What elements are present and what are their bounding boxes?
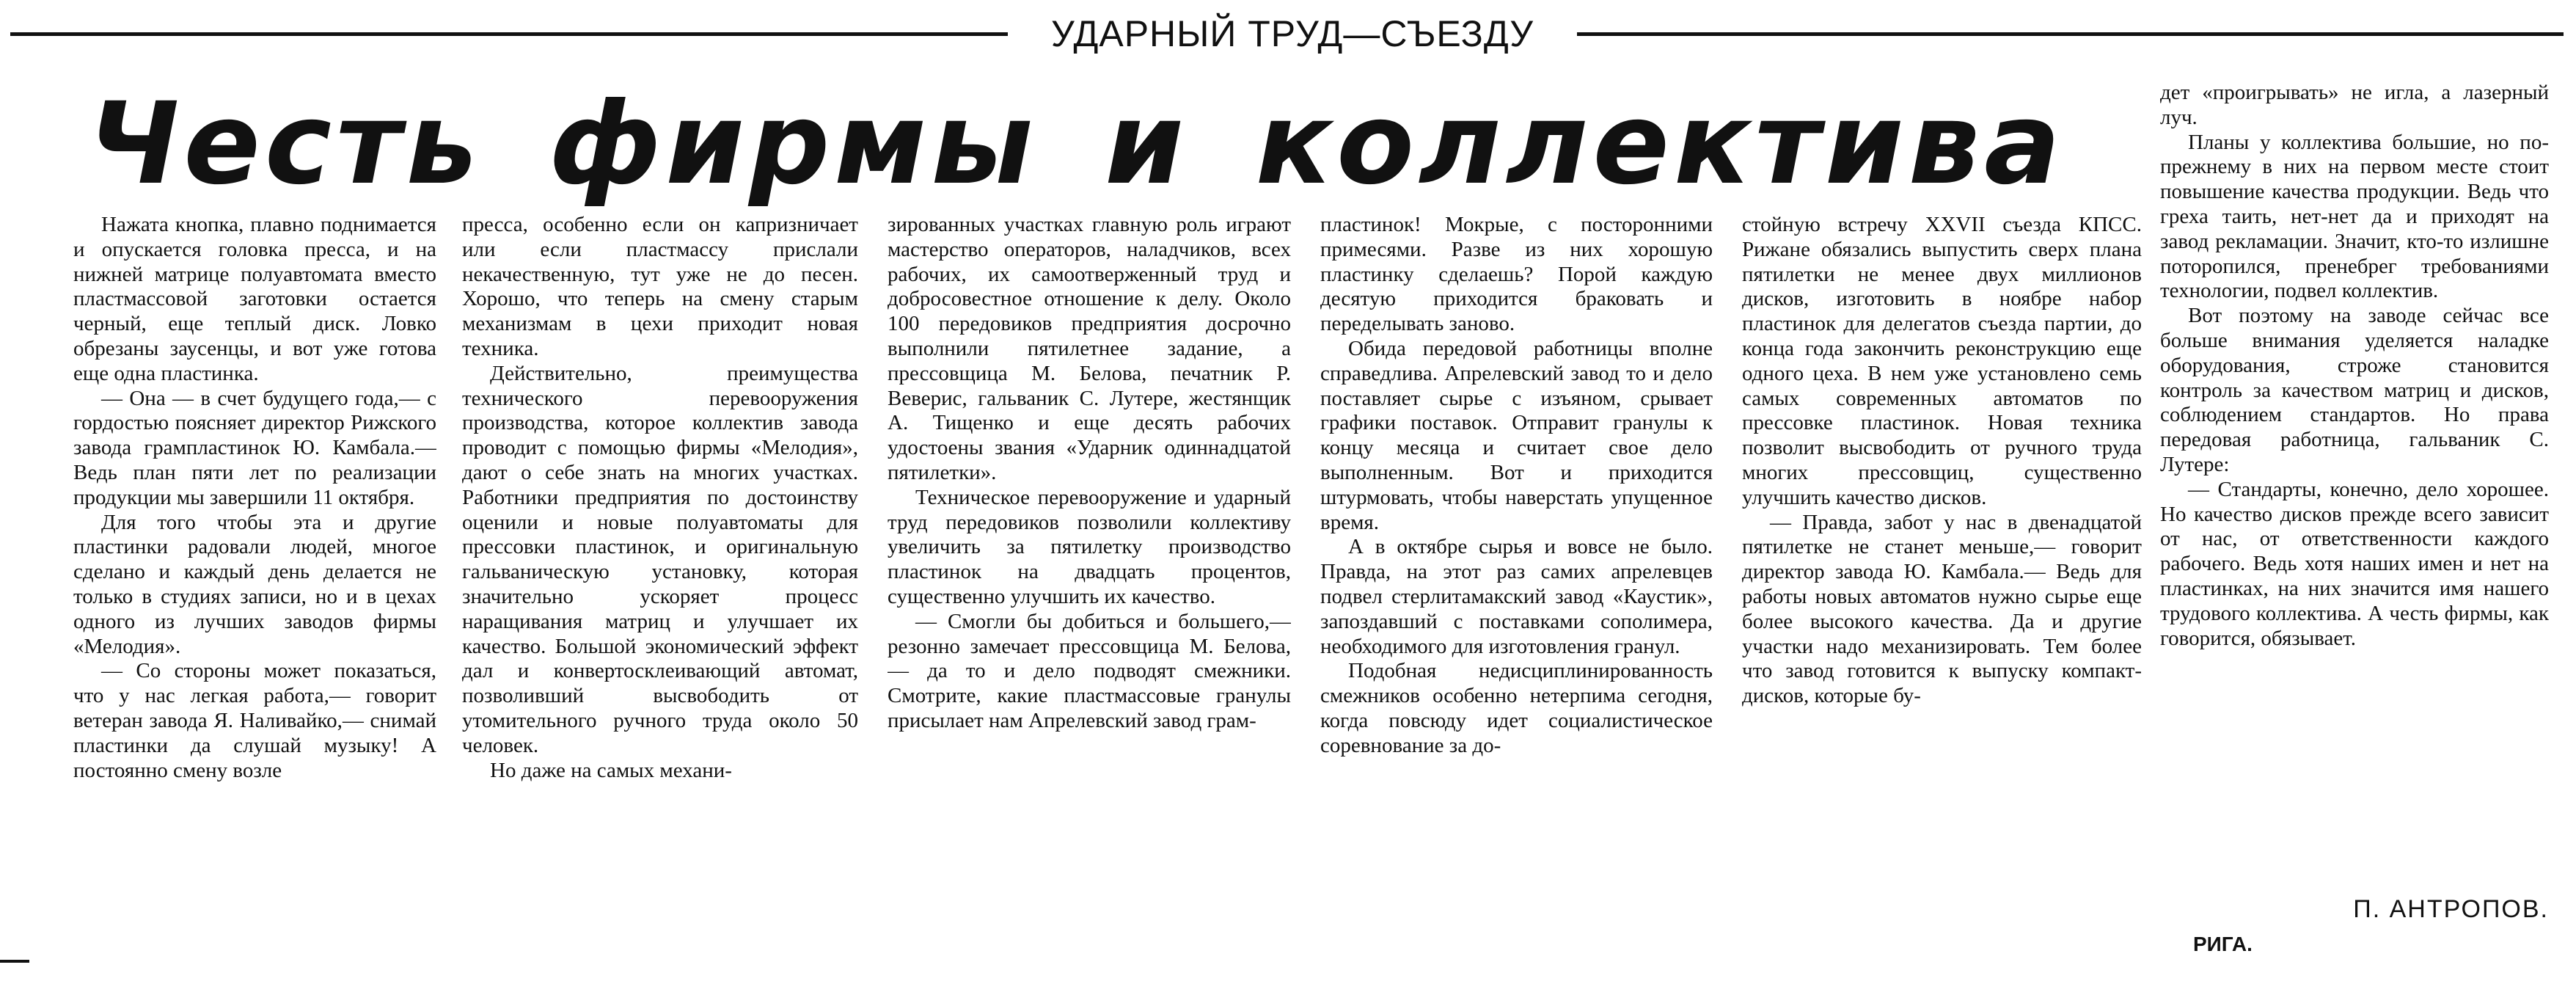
page-edge-mark [0, 960, 29, 963]
article-column-3 [888, 213, 1291, 969]
article-column-4 [1320, 213, 1713, 969]
paragraph: дет «проигрывать» не игла, а лазерный луч. [2160, 81, 2549, 129]
rubric-heading: УДАРНЫЙ ТРУД—СЪЕЗДУ [1050, 13, 1534, 54]
dateline-city: РИГА. [2193, 933, 2253, 955]
article-column-5 [1742, 213, 2142, 969]
paragraph: Нажата кнопка, плавно поднимается и опускается головка пресса, и на нижней матрице полуавтомата вместо пластмассовой заготовки остается черный, еще теплый диск. Ловко обрезаны заусенцы, и вот уже готова еще одна пластинка. [73, 213, 436, 385]
article-column-1 [73, 213, 436, 969]
article-column-2 [462, 213, 858, 969]
paragraph: пресса, особенно если он капризничает или если пластмассу прислали некачественную, тут уже не до песен. Хорошо, что теперь на смену старым механизмам в цехи приходит новая техника. [462, 213, 858, 360]
paragraph: — Правда, забот у нас в двенадцатой пятилетке не станет меньше,— говорит директор завода Ю. Камбала.— Ведь для работы новых автоматов нужно сырье еще более высокого качества. Да и другие участки надо механизировать. Тем более что завод готовится к выпуску компакт-дисков, которые бу- [1742, 510, 2142, 708]
article-column-6 [2160, 81, 2549, 969]
paragraph: Планы у коллектива большие, но по-прежнему в них на первом месте стоит повышение качества продукции. Ведь что греха таить, нет-нет да и приходят на завод рекламации. Значит, кто-то излишне поторопился, пренебрег требованиями технологии, подвел коллектив. [2160, 130, 2549, 303]
paragraph: Обида передовой работницы вполне справедлива. Апрелевский завод то и дело поставляет сырье с изъяном, срывает графики поставок. Отправит гранулы к концу месяца и считает свое дело выполненным. Вот и приходится штурмовать, чтобы наверстать упущенное время. [1320, 336, 1713, 534]
paragraph: Техническое перевооружение и ударный труд передовиков позволили коллективу увеличить за пятилетку производство пластинок на двадцать процентов, существенно улучшить их качество. [888, 485, 1291, 608]
paragraph: — Она — в счет будущего года,— с гордостью поясняет директор Рижского завода грампластинок Ю. Камбала.— Ведь план пяти лет по реализации продукции мы завершили 11 октября. [73, 386, 436, 509]
author-signature: П. АНТРОПОВ. [2353, 895, 2549, 923]
paragraph: — Со стороны может показаться, что у нас легкая работа,— говорит ветеран завода Я. Наливайко,— снимай пластинки да слушай музыку! А постоянно смену возле [73, 659, 436, 782]
paragraph: Для того чтобы эта и другие пластинки радовали людей, многое сделано и каждый день делается не только в студиях записи, но и в цехах одного из лучших заводов фирмы «Мелодия». [73, 510, 436, 658]
rubric-rule-right [1577, 32, 2564, 36]
paragraph: зированных участках главную роль играют мастерство операторов, наладчиков, всех рабочих, их самоотверженный труд и добросовестное отношение к делу. Около 100 передовиков предприятия досрочно выполнили пятилетнее задание, а прессовщица М. Белова, печатник Р. Веверис, гальваник С. Лутере, жестянщик А. Тищенко и еще десять рабочих удостоены звания «Ударник одиннадцатой пятилетки». [888, 213, 1291, 484]
paragraph: Вот поэтому на заводе сейчас все больше внимания уделяется наладке оборудования, строже становится контроль за качеством матриц и дисков, соблюдением стандартов. Но права передовая работница, гальваник С. Лутере: [2160, 304, 2549, 476]
article-headline: Честь фирмы и коллектива [88, 79, 2065, 210]
paragraph: — Стандарты, конечно, дело хорошее. Но качество дисков прежде всего зависит от нас, от ответственности каждого рабочего. Ведь хотя наших имен и нет на пластинках, на них значится имя нашего трудового коллектива. А честь фирмы, как говорится, обязывает. [2160, 477, 2549, 650]
paragraph: Но даже на самых механи- [490, 758, 732, 782]
paragraph: Действительно, преимущества технического перевооружения производства, которое коллектив завода проводит с помощью фирмы «Мелодия», дают о себе знать на многих участках. Работники предприятия по достоинству оценили и новые полуавтоматы для прессовки пластинок, и оригинальную гальваническую установку, которая значительно ускоряет процесс наращивания матриц и улучшает их качество. Большой экономический эффект дал и конвертосклеивающий автомат, позволивший высвободить от утомительного ручного труда около 50 человек. [462, 361, 858, 757]
paragraph: стойную встречу XXVII съезда КПСС. Рижане обязались выпустить сверх плана пятилетки не менее двух миллионов дисков, изготовить в ноябре набор пластинок для делегатов съезда партии, до конца года закончить реконструкцию еще одного цеха. В нем уже установлено семь самых современных автоматов по прессовке пластинок. Новая техника позволит высвободить от ручного труда многих прессовщиц, существенно улучшить качество дисков. [1742, 213, 2142, 509]
paragraph: А в октябре сырья и вовсе не было. Правда, на этот раз самих апрелевцев подвел стерлитамакский завод «Каустик», запоздавший с поставками сополимера, необходимого для изготовления гранул. [1320, 535, 1713, 658]
paragraph: — Смогли бы добиться и большего,— резонно замечает прессовщица М. Белова,— да то и дело подводят смежники. Смотрите, какие пластмассовые гранулы присылает нам Апрелевский завод грам- [888, 609, 1291, 732]
paragraph: Подобная недисциплинированность смежников особенно нетерпима сегодня, когда повсюду идет социалистическое соревнование за до- [1320, 659, 1713, 757]
rubric-rule-left [10, 32, 1008, 36]
paragraph: пластинок! Мокрые, с посторонними примесями. Разве из них хорошую пластинку сделаешь? Порой каждую десятую приходится браковать и переделывать заново. [1320, 213, 1713, 336]
